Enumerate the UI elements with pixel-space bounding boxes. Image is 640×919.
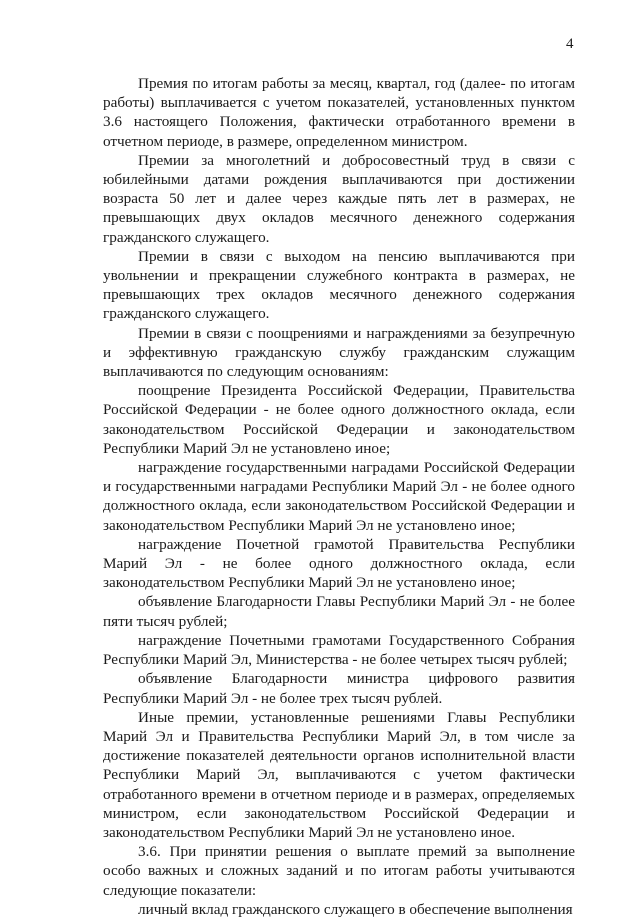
paragraph-bonus-awards-intro: Премии в связи с поощрениями и награждениями за безупречную и эффективную гражданскую службу гражданским служащим выплачиваются по следующим основаниям: [103,324,575,381]
paragraph-award-head-gratitude: объявление Благодарности Главы Республики Марий Эл - не более пяти тысяч рублей; [103,593,575,630]
paragraph-bonus-work-results: Премия по итогам работы за месяц, квартал, год (далее- по итогам работы) выплачивается с учетом показателей, установленных пунктом 3.6 настоящего Положения, фактически отработанного времени в отчетном периоде, в размере, определенном министром. [103,75,575,150]
paragraph-other-bonuses: Иные премии, установленные решениями Главы Республики Марий Эл и Правительства Республики Марий Эл, в том числе за достижение показателей деятельности органов исполнительной власти Республики Марий Эл, выплачиваются с учетом фактически отработанного времени в отчетном периоде и в размерах, определяемых министром, если законодательством Российской Федерации и законодательством Республики Марий Эл не установлено иное. [103,708,575,841]
paragraph-award-minister-gratitude: объявление Благодарности министра цифрового развития Республики Марий Эл - не более трех тысяч рублей. [103,670,575,707]
paragraph-award-assembly-certificate: награждение Почетными грамотами Государственного Собрания Республики Марий Эл, Министерства - не более четырех тысяч рублей; [103,631,575,669]
document-body [103,74,575,919]
paragraph-bonus-retirement: Премии в связи с выходом на пенсию выплачиваются при увольнении и прекращении служебного контракта в размерах, не превышающих трех окладов месячного денежного содержания гражданского служащего. [103,247,575,323]
page-number: 4 [566,36,574,52]
paragraph-section-3-6: 3.6. При принятии решения о выплате премий за выполнение особо важных и сложных заданий и по итогам работы учитываются следующие показатели: [103,843,575,899]
paragraph-award-president: поощрение Президента Российской Федерации, Правительства Российской Федерации - не более одного должностного оклада, если законодательством Российской Федерации и законодательством Республики Марий Эл не установлено иное; [103,382,575,457]
paragraph-personal-contribution: личный вклад гражданского служащего в обеспечение выполнения [138,900,573,918]
paragraph-award-state: награждение государственными наградами Российской Федерации и государственными наградами Республики Марий Эл - не более одного должностного оклада, если законодательством Российской Федерации и законодательством Республики Марий Эл не установлено иное; [103,459,575,534]
paragraph-award-government-certificate: награждение Почетной грамотой Правительства Республики Марий Эл - не более одного должностного оклада, если законодательством Республики Марий Эл не установлено иное; [103,535,575,592]
paragraph-bonus-anniversary: Премии за многолетний и добросовестный труд в связи с юбилейными датами рождения выплачиваются при достижении возраста 50 лет и далее через каждые пять лет в размерах, не превышающих двух окладов месячного денежного содержания гражданского служащего. [103,151,575,246]
